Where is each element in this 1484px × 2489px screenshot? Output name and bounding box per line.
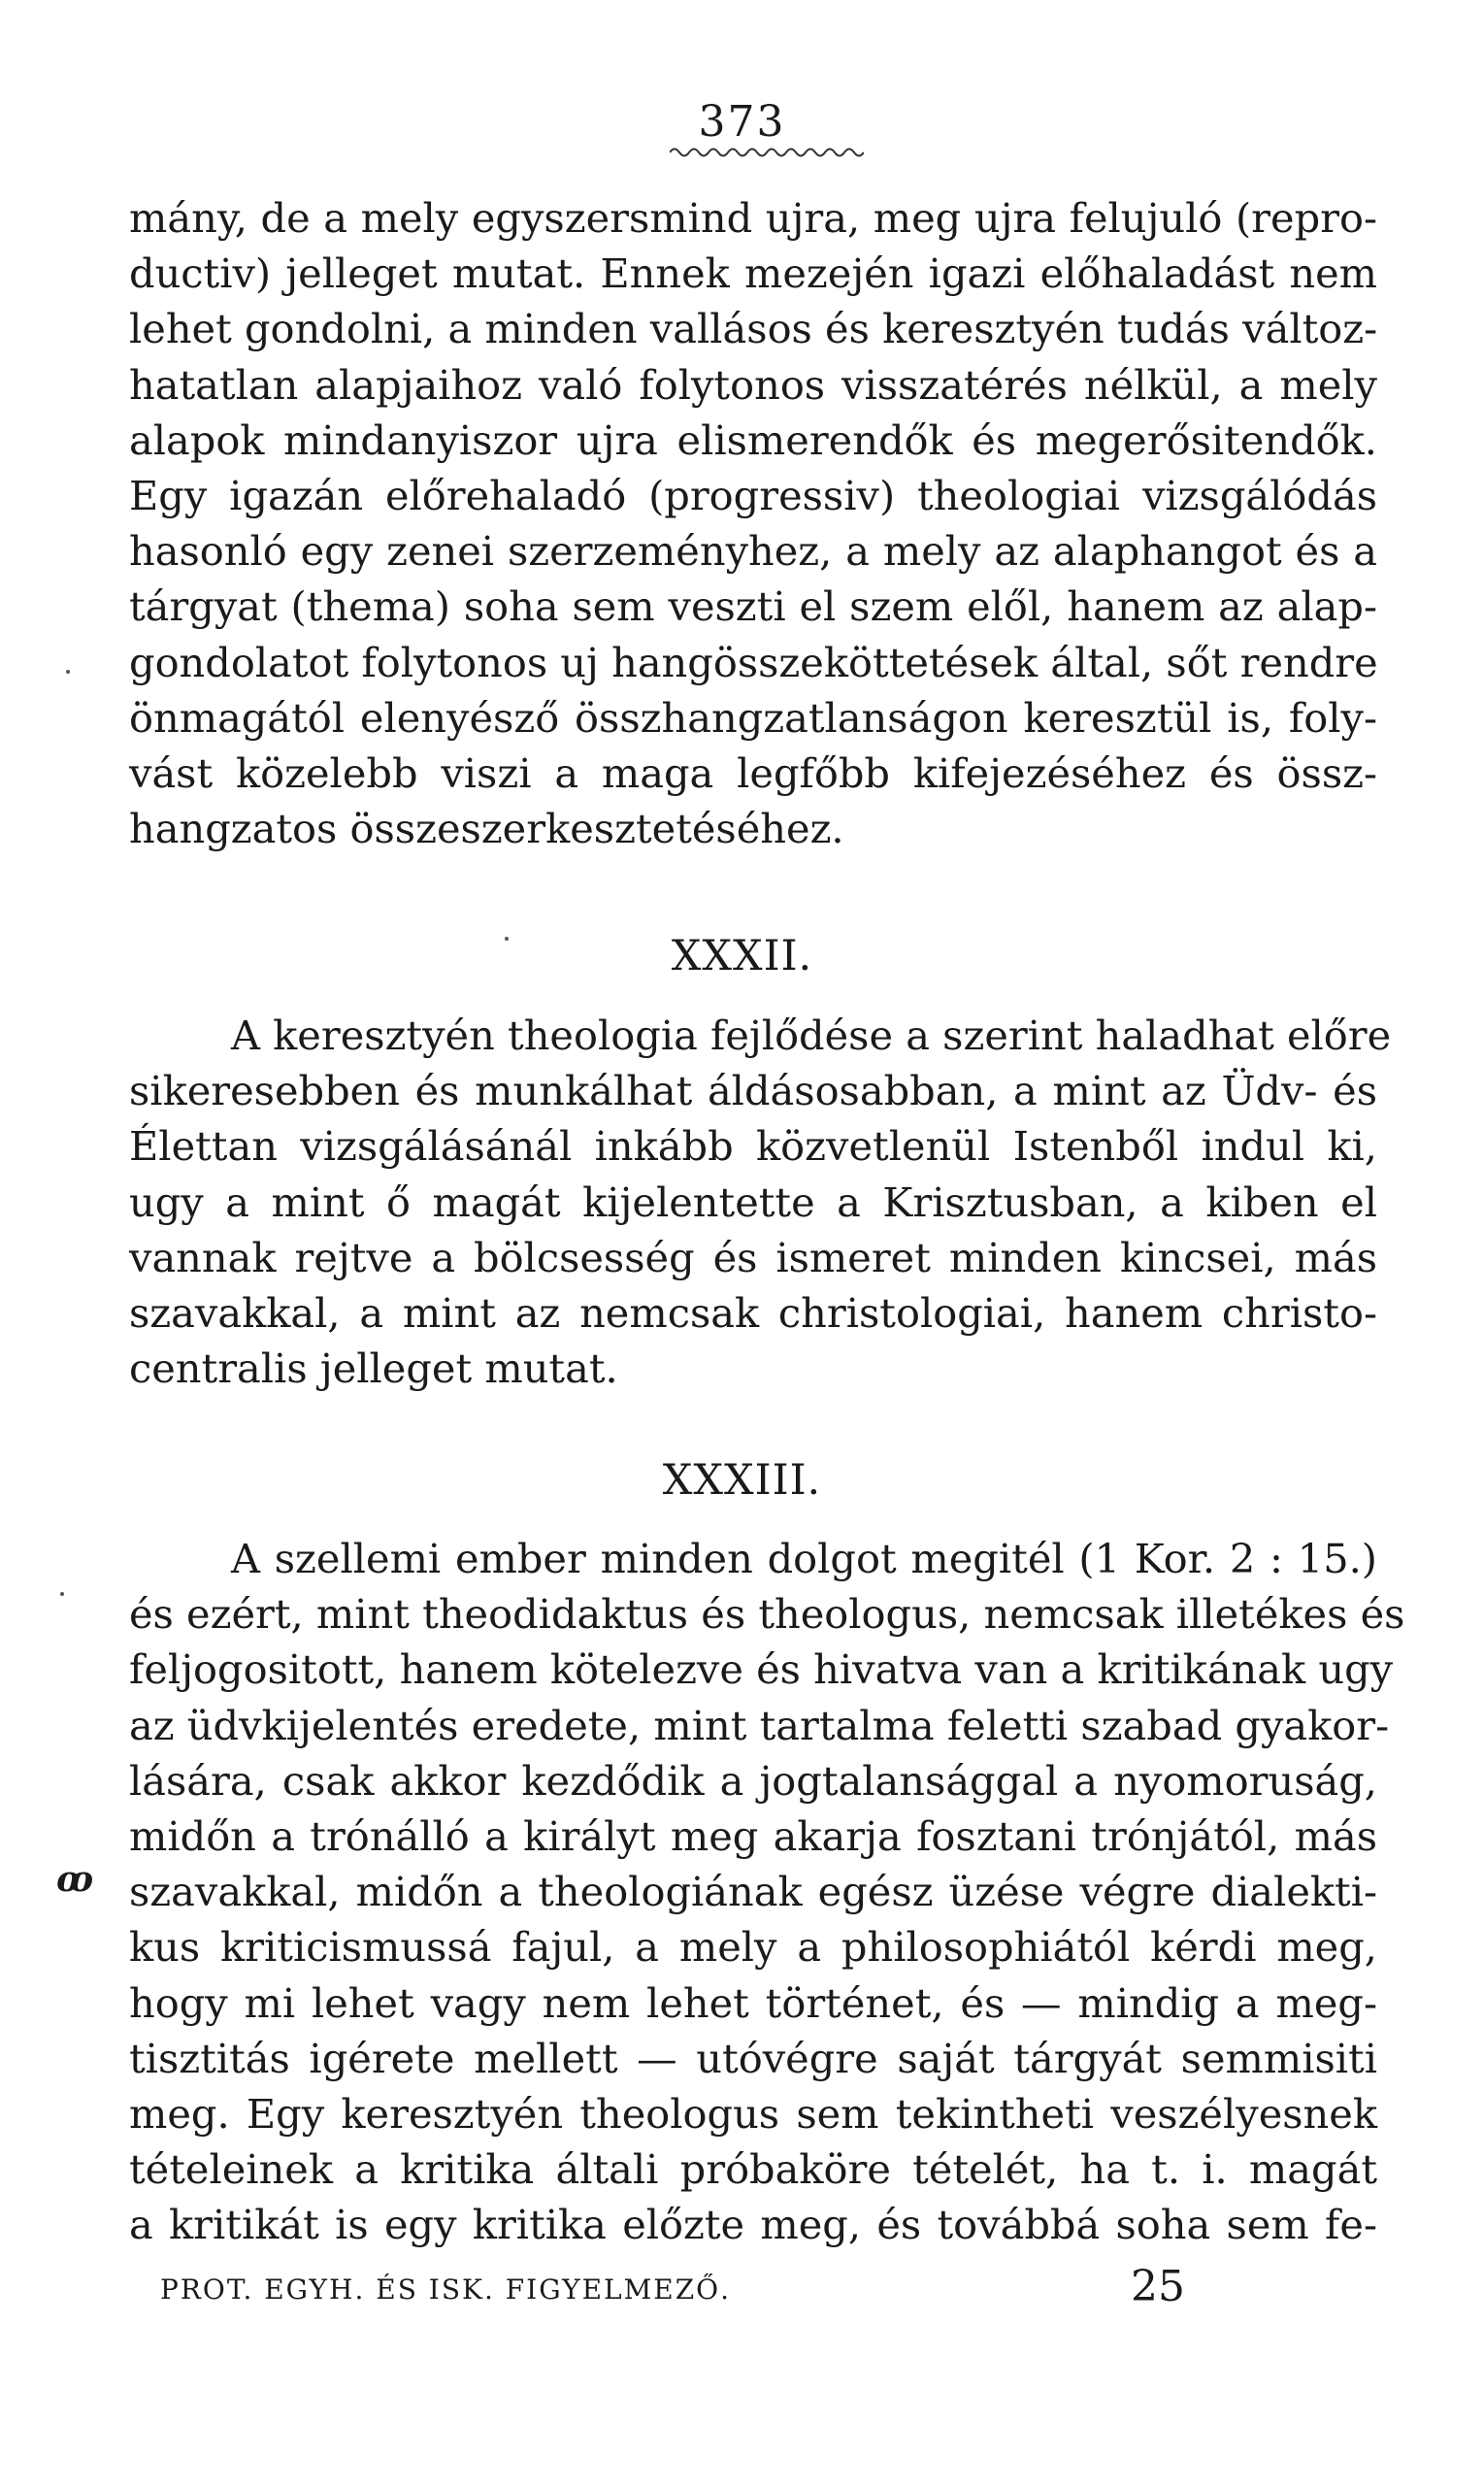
text-line: lehet gondolni, a minden vallásos és keresztyén tudás változ- — [129, 305, 1378, 353]
section-heading-xxxiii: XXXIII. — [662, 1456, 822, 1505]
text-line: hasonló egy zenei szerzeményhez, a mely az alaphangot és a — [129, 527, 1377, 576]
text-line: vást közelebb viszi a maga legfőbb kifejezéséhez és össz- — [129, 748, 1377, 797]
text-line: lására, csak akkor kezdődik a jogtalansággal a nyomoruság, — [129, 1756, 1377, 1805]
text-line: tételeinek a kritika általi próbaköre tételét, ha t. i. magát — [129, 2145, 1377, 2194]
text-line: és ezért, mint theodidaktus és theologus, nemcsak illetékes és — [129, 1590, 1405, 1639]
paragraph-section-xxxiii — [129, 1531, 1405, 2252]
text-line: mány, de a mely egyszersmind ujra, meg ujra felujuló (repro- — [129, 194, 1377, 242]
paragraph-section-xxxii — [129, 1008, 1392, 1396]
print-speck — [60, 1592, 64, 1596]
text-line: sikeresebben és munkálhat áldásosabban, a mint az Üdv- és — [129, 1067, 1377, 1115]
text-line: Egy igazán előrehaladó (progressiv) theologiai vizsgálódás — [129, 471, 1377, 519]
text-line: hangzatos összeszerkesztetéséhez. — [129, 805, 844, 853]
text-line: meg. Egy keresztyén theologus sem tekintheti veszélyesnek — [129, 2089, 1377, 2138]
text-line: gondolatot folytonos uj hangösszeköttetések által, sőt rendre — [129, 638, 1378, 686]
section-heading-xxxii: XXXII. — [671, 932, 813, 980]
ornament-wavy-rule — [670, 146, 864, 159]
text-line: hogy mi lehet vagy nem lehet történet, és — mindig a meg- — [129, 1978, 1377, 2027]
text-line: tisztitás igérete mellett — utóvégre saját tárgyát semmisiti — [129, 2034, 1377, 2082]
text-line: hatatlan alapjaihoz való folytonos visszatérés nélkül, a mely — [129, 360, 1377, 409]
footer-journal-title: PROT. EGYH. ÉS ISK. FIGYELMEZŐ. — [160, 2273, 732, 2306]
page-number: 373 — [698, 97, 786, 147]
text-line: midőn a trónálló a királyt meg akarja fosztani trónjától, más — [129, 1811, 1377, 1860]
text-line: kus kriticismussá fajul, a mely a philosophiától kérdi meg, — [129, 1923, 1377, 1972]
text-line: önmagától elenyésző összhangzatlanságon keresztül is, foly- — [129, 693, 1377, 742]
print-speck — [66, 670, 70, 674]
text-line: ugy a mint ő magát kijelentette a Krisztusban, a kiben el — [129, 1178, 1377, 1226]
margin-mark: ꝏ — [56, 1859, 94, 1900]
text-line: centralis jelleget mutat. — [129, 1344, 618, 1393]
footer-signature-number: 25 — [1131, 2262, 1185, 2311]
text-line: szavakkal, a mint az nemcsak christologiai, hanem christo- — [129, 1288, 1377, 1337]
text-line: az üdvkijelentés eredete, mint tartalma feletti szabad gyakor- — [129, 1701, 1390, 1749]
print-speck — [505, 937, 509, 941]
text-line: A keresztyén theologia fejlődése a szerint haladhat előre — [231, 1012, 1392, 1059]
text-line: szavakkal, midőn a theologiának egész üzése végre dialekti- — [129, 1868, 1377, 1916]
text-line: alapok mindanyiszor ujra elismerendők és megerősitendők. — [129, 415, 1377, 464]
text-line: Élettan vizsgálásánál inkább közvetlenül Istenből indul ki, — [129, 1122, 1377, 1171]
paragraph-continuation — [129, 190, 1377, 856]
text-line: A szellemi ember minden dolgot megitél (1 Kor. 2 : 15.) — [231, 1535, 1377, 1582]
text-line: feljogositott, hanem kötelezve és hivatva van a kritikának ugy — [129, 1645, 1394, 1694]
text-line: ductiv) jelleget mutat. Ennek mezején igazi előhaladást nem — [129, 249, 1377, 298]
text-line: tárgyat (thema) soha sem veszti el szem elől, hanem az alap- — [129, 582, 1377, 631]
text-line: a kritikát is egy kritika előzte meg, és továbbá soha sem fe- — [129, 2201, 1377, 2249]
text-line: vannak rejtve a bölcsesség és ismeret minden kincsei, más — [129, 1233, 1377, 1281]
